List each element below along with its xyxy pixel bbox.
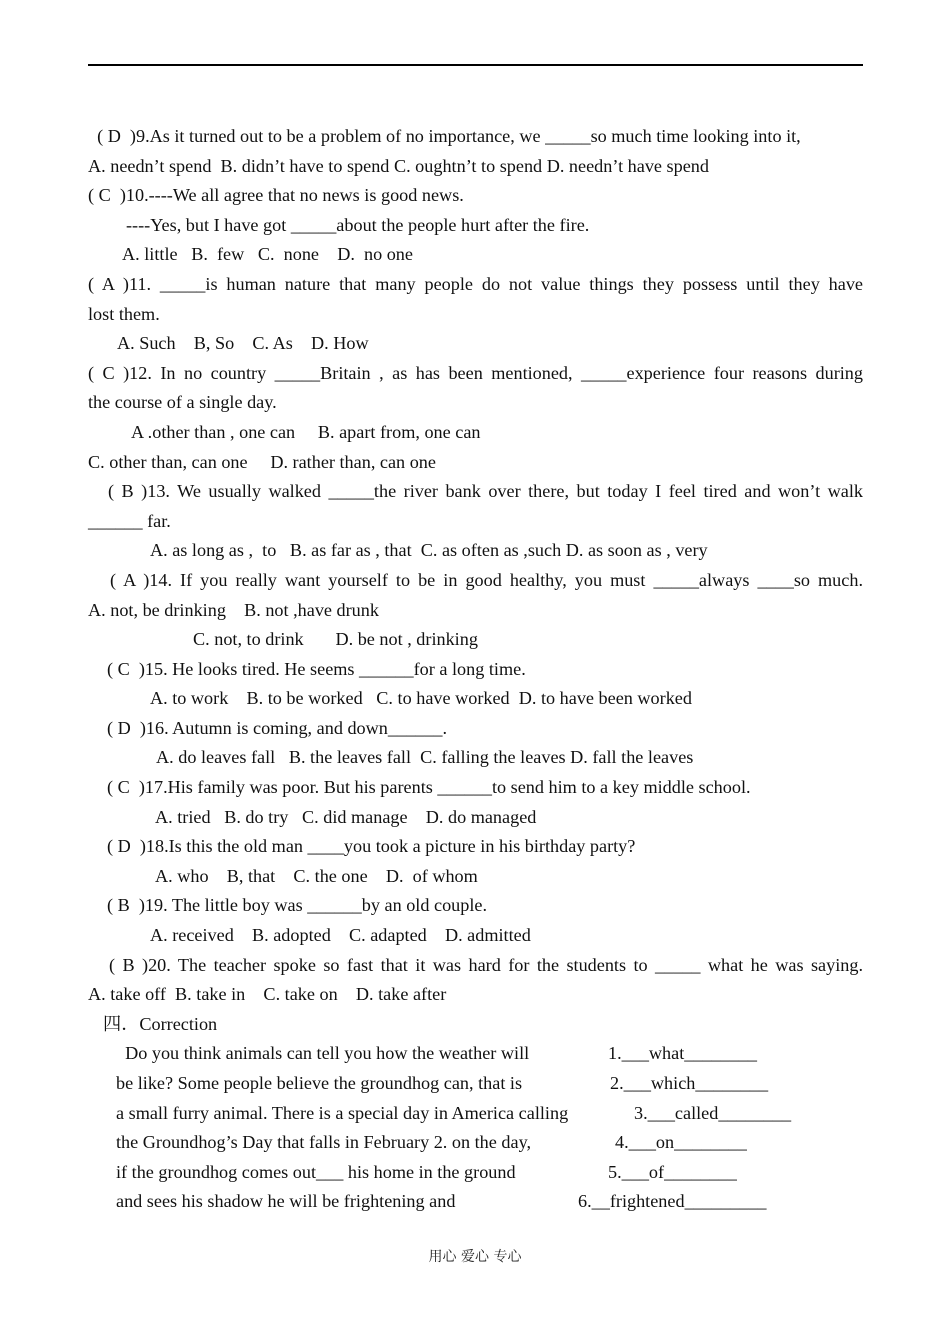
question-line: ( A )11. _____is human nature that many people do not value things they possess until they have [88,273,863,294]
question-line: ( D )18.Is this the old man ____you took a picture in his birthday party? [107,836,636,857]
question-line: C. not, to drink D. be not , drinking [193,629,478,650]
question-line: A. not, be drinking B. not ,have drunk [88,599,379,620]
correction-row [88,1099,863,1129]
question-line: ( B )20. The teacher spoke so fast that it was hard for the students to _____ what he was saying. [109,954,863,975]
correction-answer: 1.___what________ [608,1043,758,1064]
question-line: A. received B. adopted C. adapted D. admitted [150,925,531,946]
correction-passage-line: the Groundhog’s Day that falls in February 2. on the day, [116,1132,532,1153]
question-list [88,122,863,1217]
question-line: lost them. [88,303,160,324]
question-line: A. do leaves fall B. the leaves fall C. falling the leaves D. fall the leaves [156,747,694,768]
header-rule [88,64,863,66]
question-line: ( A )14. If you really want yourself to be in good healthy, you must _____always ____so much. [110,569,863,590]
question-line: A. to work B. to be worked C. to have worked D. to have been worked [150,688,692,709]
question-line: A .other than , one can B. apart from, one can [131,421,481,442]
question-line: C. other than, can one D. rather than, can one [88,451,436,472]
correction-row [88,1187,863,1217]
question-line: ----Yes, but I have got _____about the people hurt after the fire. [126,214,590,235]
correction-answer: 5.___of________ [608,1161,737,1182]
correction-row [88,1158,863,1188]
correction-passage-line: if the groundhog comes out___ his home in the ground [116,1161,516,1182]
correction-answer: 4.___on________ [615,1132,747,1153]
question-line: A. needn’t spend B. didn’t have to spend C. oughtn’t to spend D. needn’t have spend [88,155,709,176]
question-line: A. Such B, So C. As D. How [117,333,369,354]
question-line: 四．Correction [103,1013,218,1034]
question-line: A. little B. few C. none D. no one [122,244,413,265]
correction-answer: 6.__frightened_________ [578,1191,767,1212]
question-line: the course of a single day. [88,392,277,413]
question-line: A. who B, that C. the one D. of whom [155,865,478,886]
question-line: ( D )9.As it turned out to be a problem of no importance, we _____so much time looking into it, [88,126,801,146]
correction-passage-line: Do you think animals can tell you how the weather will [116,1043,530,1064]
correction-row [88,1039,863,1069]
correction-row [88,1128,863,1158]
question-line: ( C )10.----We all agree that no news is good news. [88,185,464,206]
question-line: ______ far. [88,510,171,531]
correction-answer: 3.___called________ [634,1102,792,1123]
question-line: ( C )12. In no country _____Britain , as has been mentioned, _____experience four reasons during [88,362,863,383]
correction-passage-line: be like? Some people believe the groundhog can, that is [116,1073,523,1093]
question-line: ( B )13. We usually walked _____the river bank over there, but today I feel tired and won’t walk [108,481,863,502]
correction-passage-line: a small furry animal. There is a special day in America calling [116,1102,569,1123]
question-line: ( D )16. Autumn is coming, and down______. [107,717,447,738]
correction-row [88,1069,863,1099]
page-footer: 用心 爱心 专心 [428,1249,522,1265]
correction-answer: 2.___which________ [610,1073,769,1093]
question-line: A. tried B. do try C. did manage D. do managed [155,806,537,827]
question-line: A. take off B. take in C. take on D. take after [88,984,447,1005]
correction-passage-line: and sees his shadow he will be frightening and [116,1191,456,1212]
question-line: A. as long as , to B. as far as , that C. as often as ,such D. as soon as , very [150,540,708,561]
question-line: ( B )19. The little boy was ______by an old couple. [107,895,488,916]
question-line: ( C )15. He looks tired. He seems ______for a long time. [107,658,526,679]
question-line: ( C )17.His family was poor. But his parents ______to send him to a key middle school. [107,777,751,798]
